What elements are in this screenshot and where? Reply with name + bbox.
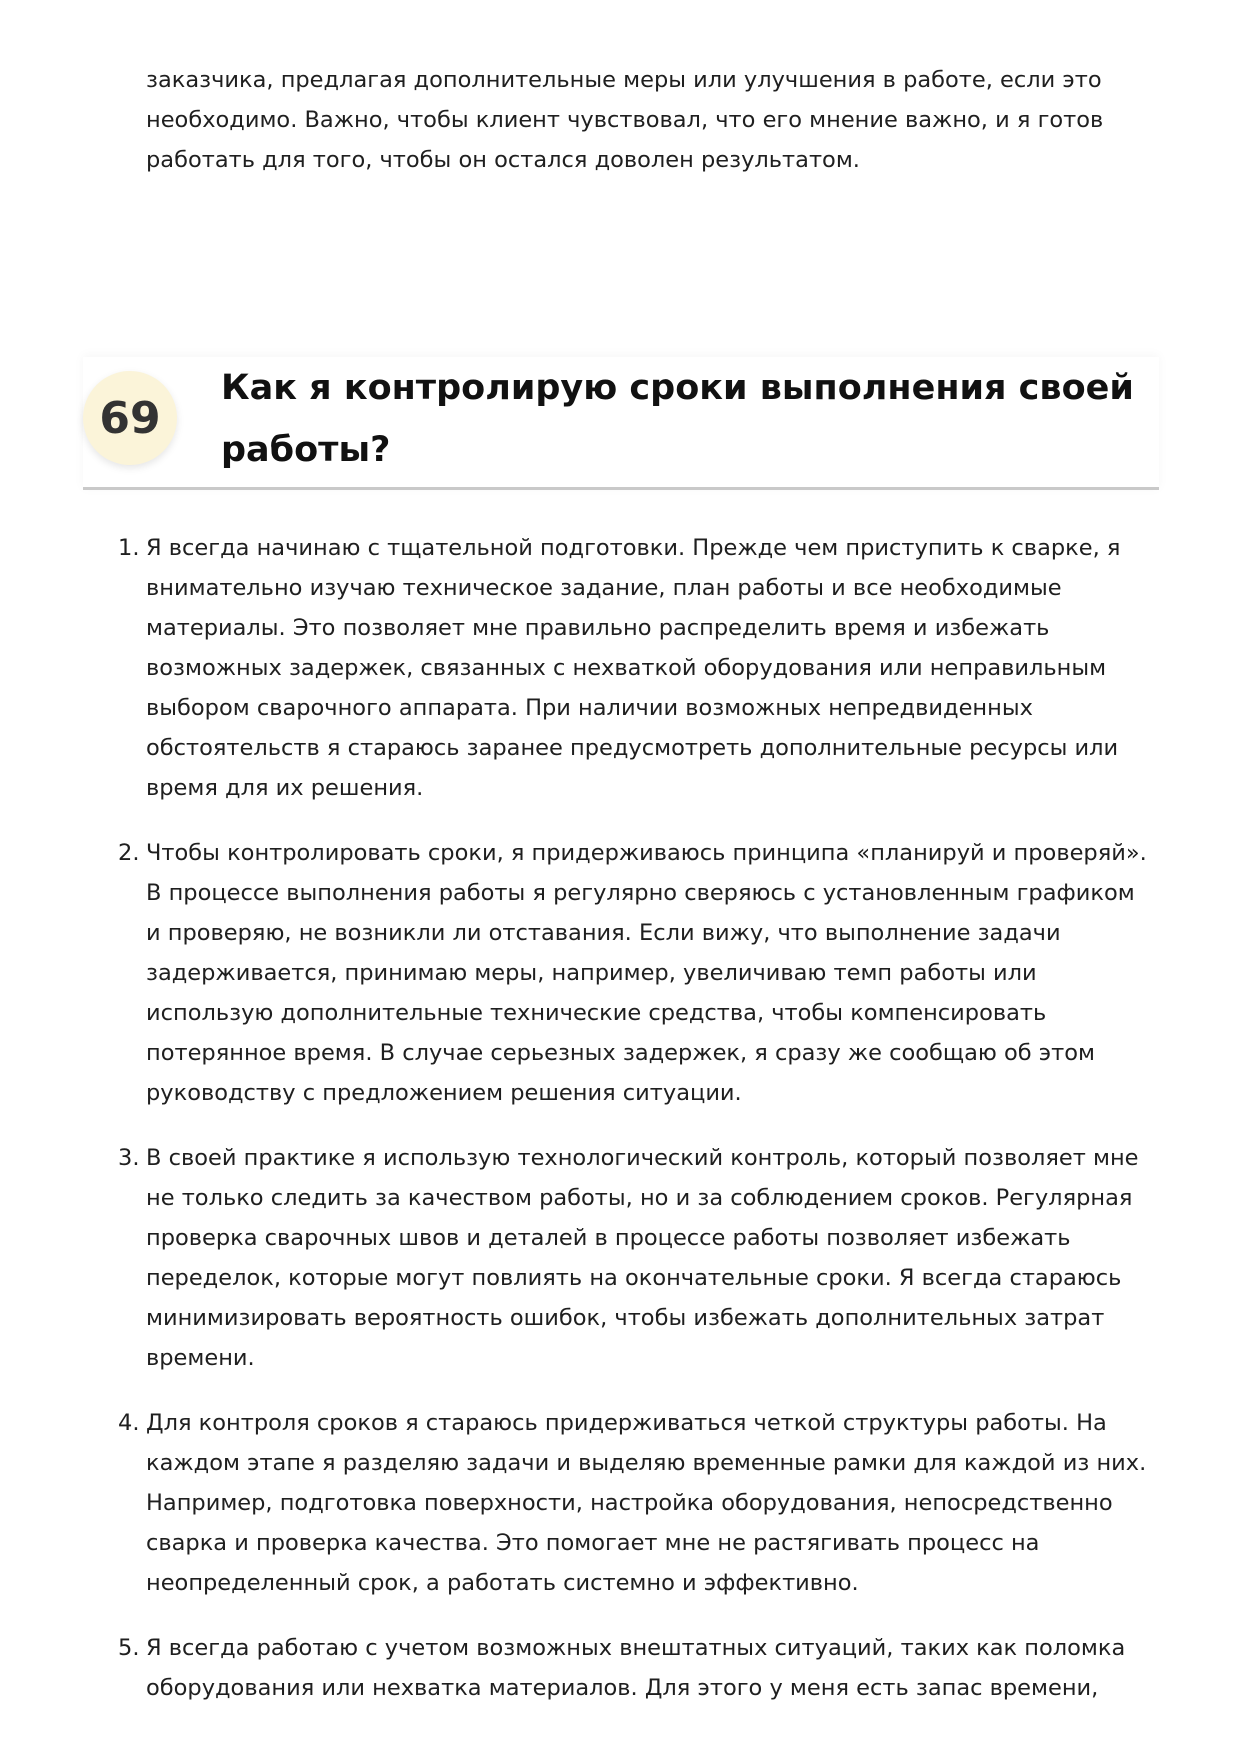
answer-text: Я всегда работаю с учетом возможных внештатных ситуаций, таких как поломка оборудования или нехватка материалов. Для этого у меня есть запас времени, (146, 1635, 1126, 1701)
question-title: Как я контролирую сроки выполнения своей работы? (221, 368, 1134, 470)
answer-text: Чтобы контролировать сроки, я придерживаюсь принципа «планируй и проверяй». В процессе выполнения работы я регулярно сверяюсь с установленным графиком и проверяю, не возникли ли отставания. Если вижу, что выполнение задачи задерживается, принимаю меры, например, увеличиваю темп работы или использую дополнительные технические средства, чтобы компенсировать потерянное время. В случае серьезных задержек, я сразу же сообщаю об этом руководству с предложением решения ситуации. (146, 840, 1147, 1106)
answer-number: 5. (118, 1635, 140, 1661)
question-number-badge: 69 (83, 371, 177, 465)
answer-number: 4. (118, 1410, 140, 1436)
answer-text: Я всегда начинаю с тщательной подготовки. Прежде чем приступить к сварке, я внимательно изучаю техническое задание, план работы и все необходимые материалы. Это позволяет мне правильно распределить время и избежать возможных задержек, связанных с нехваткой оборудования или неправильным выбором сварочного аппарата. При наличии возможных непредвиденных обстоятельств я стараюсь заранее предусмотреть дополнительные ресурсы или время для их решения. (146, 535, 1121, 801)
answer-item (118, 1628, 1156, 1708)
answer-text: Для контроля сроков я стараюсь придерживаться четкой структуры работы. На каждом этапе я разделяю задачи и выделяю временные рамки для каждой из них. Например, подготовка поверхности, настройка оборудования, непосредственно сварка и проверка качества. Это помогает мне не растягивать процесс на неопределенный срок, а работать системно и эффективно. (146, 1410, 1147, 1596)
answer-list (118, 528, 1156, 1733)
answer-item (118, 1403, 1156, 1603)
answer-number: 2. (118, 840, 140, 866)
answer-text: В своей практике я использую технологический контроль, который позволяет мне не только следить за качеством работы, но и за соблюдением сроков. Регулярная проверка сварочных швов и деталей в процессе работы позволяет избежать переделок, которые могут повлиять на окончательные сроки. Я всегда стараюсь минимизировать вероятность ошибок, чтобы избежать дополнительных затрат времени. (146, 1145, 1139, 1371)
answer-item (118, 833, 1156, 1113)
question-header (83, 357, 1159, 490)
intro-paragraph: заказчика, предлагая дополнительные меры или улучшения в работе, если это необходимо. Важно, чтобы клиент чувствовал, что его мнение важно, и я готов работать для того, чтобы он остался доволен результатом. (146, 67, 1104, 173)
answer-number: 1. (118, 535, 140, 561)
answer-number: 3. (118, 1145, 140, 1171)
answer-item (118, 528, 1156, 808)
answer-item (118, 1138, 1156, 1378)
